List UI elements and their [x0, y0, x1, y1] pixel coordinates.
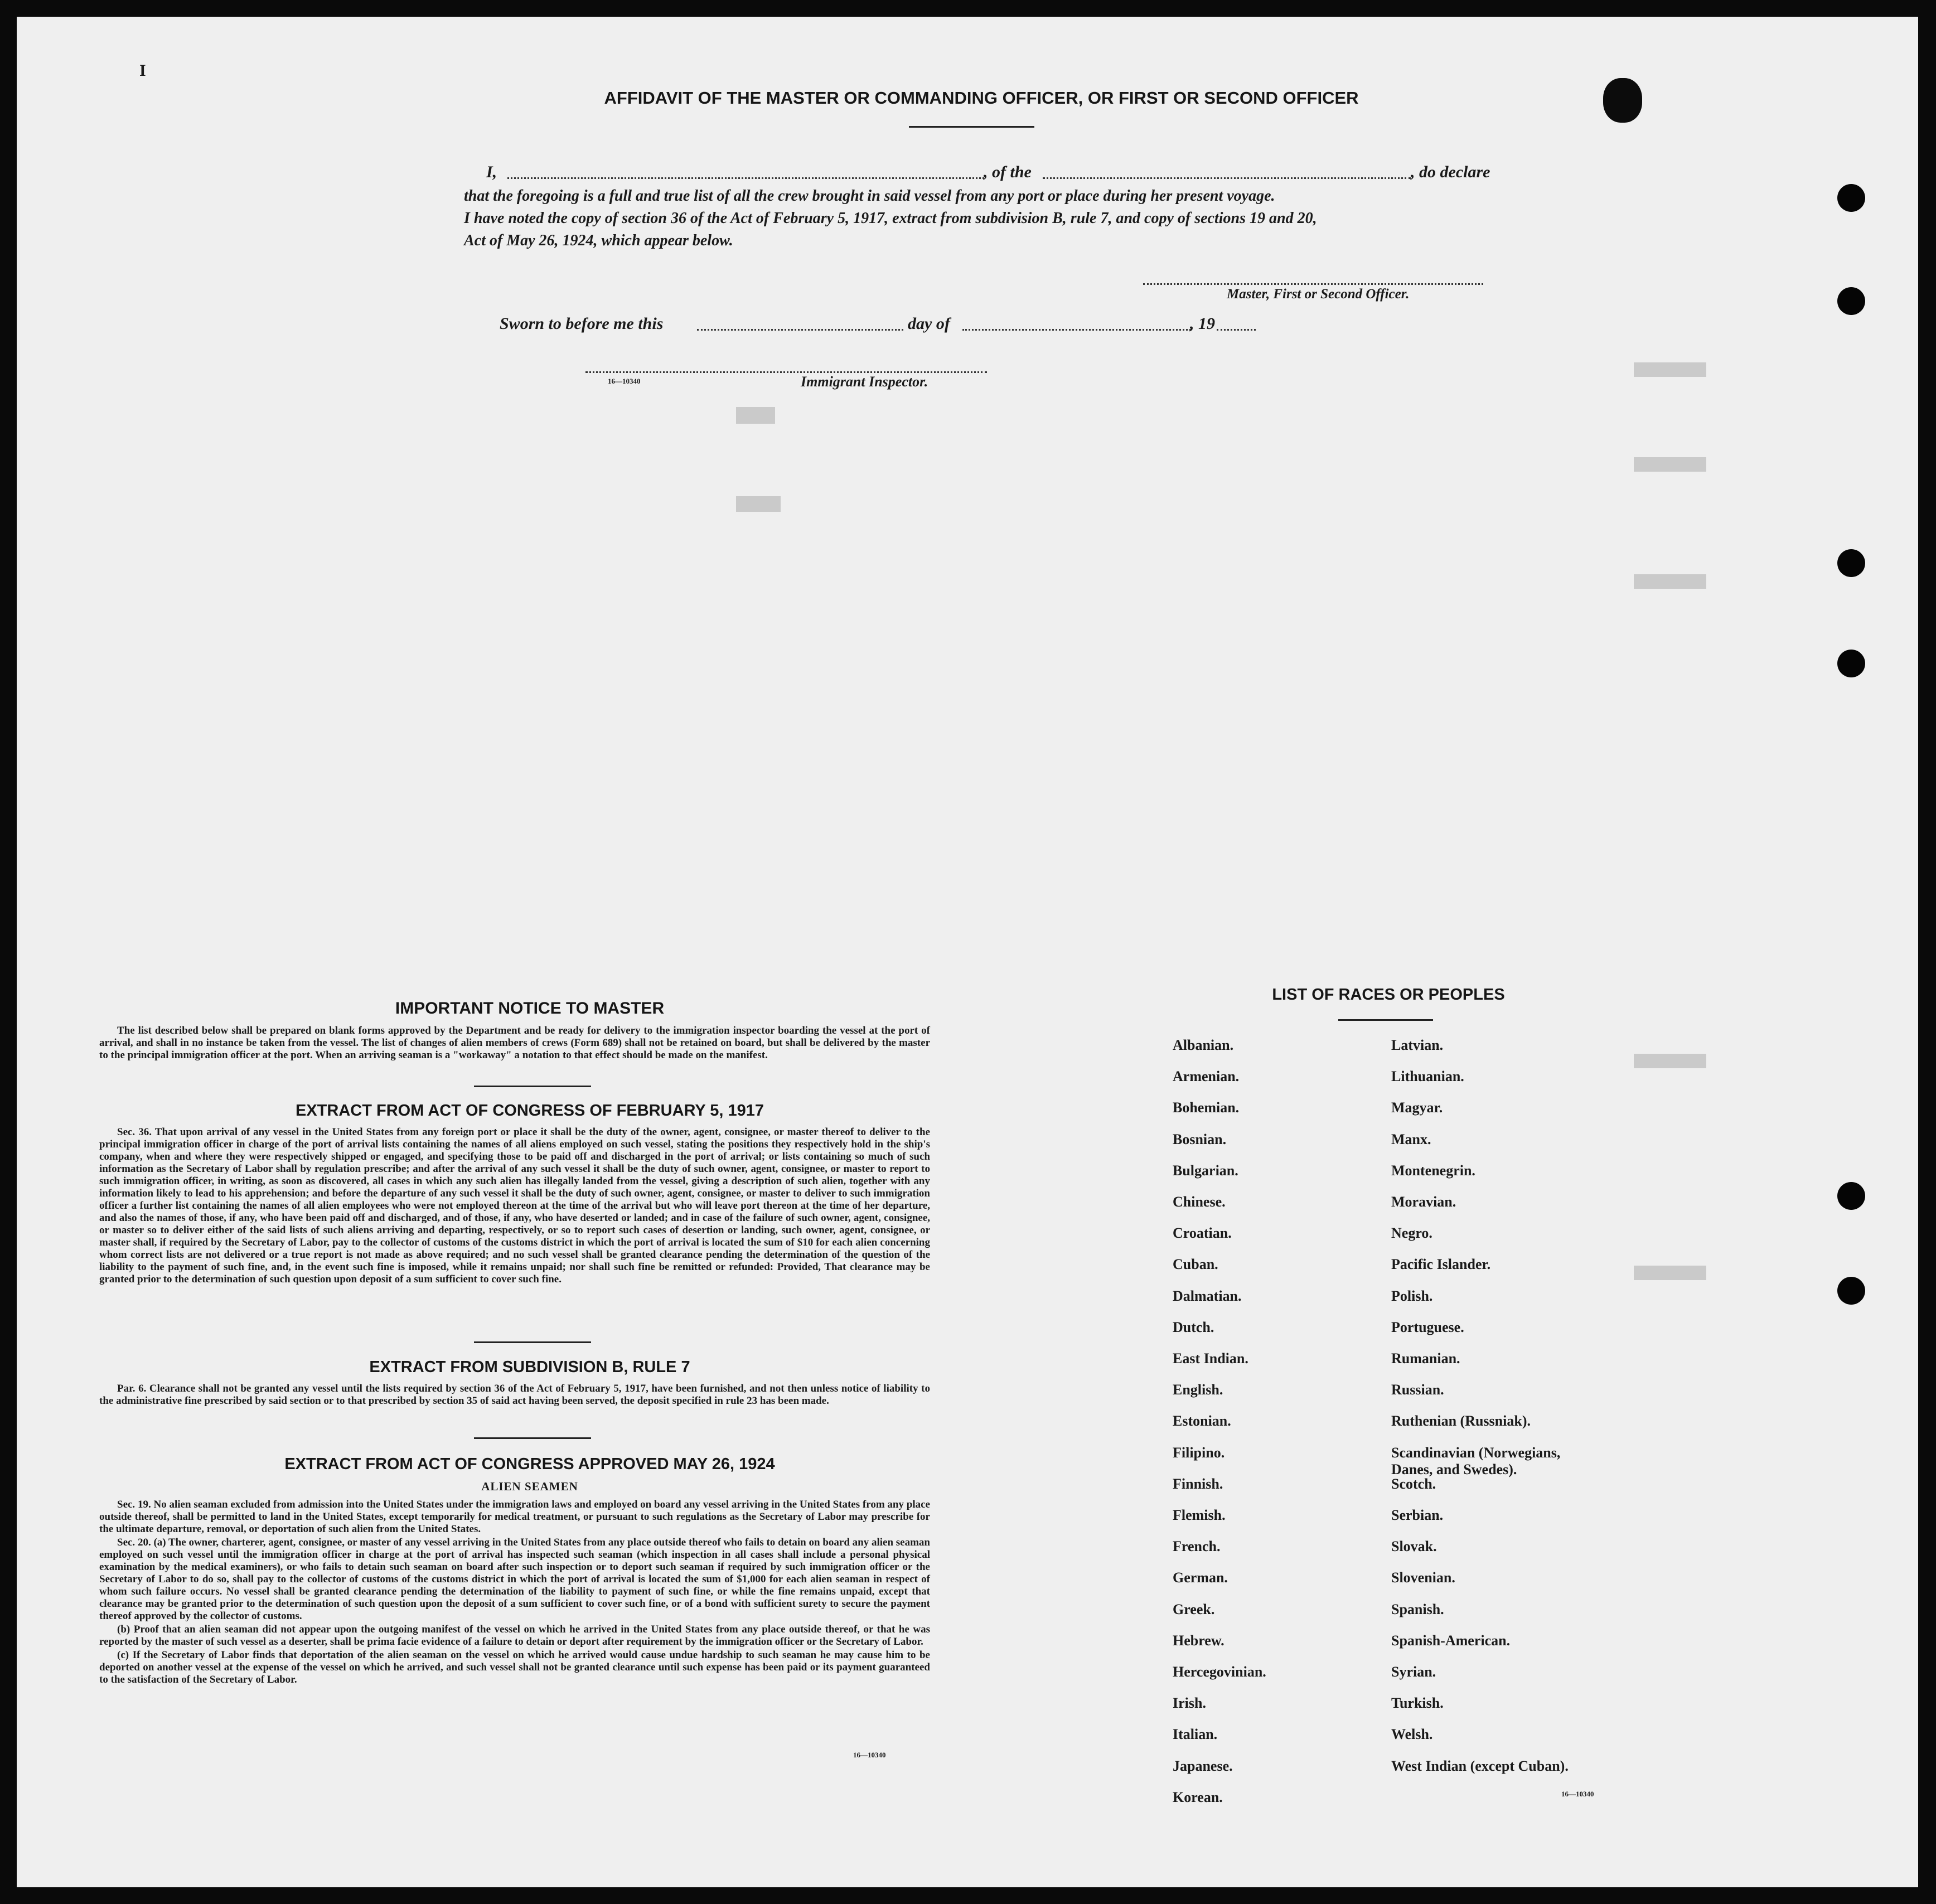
race-item: Negro.	[1391, 1225, 1432, 1241]
inspector-signature-line[interactable]	[585, 371, 987, 373]
race-item: Ruthenian (Russniak).	[1391, 1413, 1531, 1429]
extract-form-number: 16—10340	[853, 1751, 886, 1759]
race-item: Bosnian.	[1173, 1131, 1227, 1147]
race-item: East Indian.	[1173, 1350, 1248, 1367]
race-item: Portuguese.	[1391, 1319, 1464, 1335]
race-item: Finnish.	[1173, 1476, 1223, 1492]
race-item: Estonian.	[1173, 1413, 1231, 1429]
vessel-field[interactable]	[1043, 177, 1411, 179]
race-item: Korean.	[1173, 1789, 1223, 1805]
paper-sheet	[17, 17, 1918, 1887]
races-form-number: 16—10340	[1561, 1790, 1594, 1798]
affidavit-do-declare: , do declare	[1411, 163, 1490, 181]
sec-19-text: Sec. 19. No alien seaman excluded from admission into the United States under the immigration laws and employed on board any vessel arriving in the United States from any place outside thereof, shall be permitted to land in the United States, except temporarily for medical treatment, or pursuant to such regulations as the Secretary of Labor may prescribe for the ultimate departure, removal, or deportation of such alien from the United States.	[99, 1499, 930, 1535]
race-item: Scotch.	[1391, 1476, 1436, 1492]
signature-line[interactable]	[1143, 283, 1483, 285]
notice-text: The list described below shall be prepared on blank forms approved by the Department and be ready for delivery to the immigration inspector boarding the vessel at the port of arrival, and shall in no instance be taken from the vessel. The list of changes of alien members of crews (Form 689) shall not be retained on board, but shall be delivered by the master to the principal immigration officer at the port. When an arriving seaman is a "workaway" a notation to that effect should be made on the manifest.	[99, 1025, 930, 1061]
section-divider	[474, 1437, 591, 1439]
affidavit-line-4: Act of May 26, 1924, which appear below.	[464, 232, 733, 249]
punch-hole	[1837, 1182, 1865, 1210]
bleed-through-mark	[1634, 574, 1706, 589]
bleed-through-mark	[736, 407, 775, 424]
race-item: Syrian.	[1391, 1664, 1436, 1680]
affidavit-of-the: , of the	[984, 163, 1032, 181]
race-item: Italian.	[1173, 1726, 1218, 1742]
extract-rule7-title: EXTRACT FROM SUBDIVISION B, RULE 7	[369, 1358, 690, 1376]
race-item: Armenian.	[1173, 1068, 1240, 1084]
race-item: Montenegrin.	[1391, 1162, 1475, 1179]
race-item: Japanese.	[1173, 1758, 1233, 1774]
race-item: Hercegovinian.	[1173, 1664, 1266, 1680]
race-item: Rumanian.	[1391, 1350, 1460, 1367]
punch-hole	[1837, 287, 1865, 315]
sworn-day-of: day of	[908, 314, 950, 333]
races-divider	[1338, 1019, 1433, 1021]
race-item: Spanish-American.	[1391, 1632, 1511, 1649]
notice-body	[99, 1025, 930, 1063]
signature-label: Master, First or Second Officer.	[1227, 287, 1410, 302]
race-item: Bohemian.	[1173, 1099, 1240, 1116]
race-item: Moravian.	[1391, 1194, 1456, 1210]
sec-20a-text: Sec. 20. (a) The owner, charterer, agent, consignee, or master of any vessel arriving in the United States from any place outside thereof who fails to detain on board any alien seaman employed on such vessel until the immigration officer in charge at the port of arrival has inspected such seaman (which inspection in all cases shall include a personal physical examination by the medical examiners), or who fails to detain such seaman on board after such inspection or to deport such seaman if required by such immigration officer or the Secretary of Labor to do so, shall pay to the collector of customs of the customs district in which the port of arrival is located the sum of $1,000 for each alien seaman in respect of whom such failure occurs. No vessel shall be granted clearance pending the determination of the liability to payment of such fine, or while the fine remains unpaid, except that clearance may be granted prior to the determination of such question upon the deposit of a sum sufficient to cover such fine, or of a bond with sufficient surety to secure the payment thereof approved by the collector of customs.	[99, 1537, 930, 1622]
race-item: Welsh.	[1391, 1726, 1433, 1742]
race-item: Albanian.	[1173, 1037, 1234, 1053]
punch-hole	[1837, 549, 1865, 577]
race-item: Polish.	[1391, 1288, 1433, 1304]
notice-title: IMPORTANT NOTICE TO MASTER	[395, 999, 665, 1018]
race-item: Slovenian.	[1391, 1569, 1455, 1586]
section-divider	[474, 1086, 591, 1087]
race-item: Filipino.	[1173, 1445, 1225, 1461]
race-item: English.	[1173, 1382, 1223, 1398]
race-item: Bulgarian.	[1173, 1162, 1238, 1179]
section-divider	[474, 1341, 591, 1343]
affidavit-i: I,	[486, 163, 497, 181]
par-6-text: Par. 6. Clearance shall not be granted any vessel until the lists required by section 36 of the Act of February 5, 1917, have been furnished, and not then unless notice of liability to the administrative fine prescribed by said section or to that prescribed by section 35 of said act having been served, the deposit specified in rule 23 has been made.	[99, 1383, 930, 1407]
affidavit-form-number: 16—10340	[608, 377, 641, 385]
race-item: Spanish.	[1391, 1601, 1444, 1617]
race-item: Cuban.	[1173, 1256, 1218, 1272]
race-item: Scandinavian (Norwegians, Danes, and Swedes).	[1391, 1445, 1561, 1477]
race-item: Irish.	[1173, 1695, 1206, 1711]
extract-1924-title: EXTRACT FROM ACT OF CONGRESS APPROVED MAY 26, 1924	[284, 1455, 775, 1473]
race-item: Dutch.	[1173, 1319, 1214, 1335]
race-item: West Indian (except Cuban).	[1391, 1758, 1569, 1774]
affidavit-line-2: that the foregoing is a full and true list of all the crew brought in said vessel from any port or place during her present voyage.	[464, 187, 1275, 205]
race-item: Manx.	[1391, 1131, 1431, 1147]
sworn-year-field[interactable]	[1217, 329, 1256, 331]
race-item: Magyar.	[1391, 1099, 1443, 1116]
race-item: Croatian.	[1173, 1225, 1232, 1241]
affidavit-title: AFFIDAVIT OF THE MASTER OR COMMANDING OFFICER, OR FIRST OR SECOND OFFICER	[604, 88, 1359, 108]
sworn-day-field[interactable]	[697, 329, 903, 331]
race-item: Chinese.	[1173, 1194, 1226, 1210]
race-item: Greek.	[1173, 1601, 1215, 1617]
race-item: Pacific Islander.	[1391, 1256, 1491, 1272]
sworn-month-field[interactable]	[962, 329, 1191, 331]
sworn-prefix: Sworn to before me this	[500, 314, 664, 333]
extract-1924-subtitle: ALIEN SEAMEN	[481, 1480, 578, 1493]
affidavit-line-3: I have noted the copy of section 36 of the Act of February 5, 1917, extract from subdivision B, rule 7, and copy of sections 19 and 20,	[464, 210, 1317, 227]
extract-1917-body	[99, 1126, 930, 1287]
extract-1924-body	[99, 1499, 930, 1687]
punch-hole	[1837, 1277, 1865, 1305]
race-item: Lithuanian.	[1391, 1068, 1464, 1084]
bleed-through-mark	[1634, 1266, 1706, 1280]
bleed-through-mark	[736, 496, 781, 512]
sec-36-text: Sec. 36. That upon arrival of any vessel in the United States from any foreign port or place it shall be the duty of the owner, agent, consignee, or master thereof to deliver to the principal immigration officer in charge of the port of arrival lists containing the names of all aliens employed on such vessel, stating the positions they respectively hold in the ship's company, when and where they were respectively shipped or engaged, and specifying those to be paid off and discharged in the port of arrival; or lists containing so much of such information as the Secretary of Labor shall by regulation prescribe; and after the arrival of any such vessel it shall be the duty of such owner, agent, consignee, or master to report to such immigration officer, in writing, as soon as discovered, all cases in which any such alien has illegally landed from the vessel, giving a description of such alien, together with any information likely to lead to his apprehension; and before the departure of any such vessel it shall be the duty of such owner, agent, consignee, or master to deliver to such immigration officer a further list containing the names of all alien employees who were not employed thereon at the time of the arrival but who will leave port thereon at the time of her departure, and also the names of those, if any, who have been paid off and discharged, and of those, if any, who have deserted or landed; and in case of the failure of such owner, agent, consignee, or master so to deliver either of the said lists of such aliens arriving and departing, respectively, or so to report such cases of desertion or landing, such owner, agent, consignee, or master shall, if required by the Secretary of Labor, pay to the collector of customs of the customs district in which the port of arrival is located the sum of $10 for each alien concerning whom correct lists are not delivered or a true report is not made as above required; and no such vessel shall be granted clearance pending the determination of the question of the liability to the payment of such fine, and, in the event such fine is imposed, while it remains unpaid; nor shall such fine be remitted or refunded: Provided, That clearance may be granted prior to the determination of such question upon deposit of a sum sufficient to cover such fine.	[99, 1126, 930, 1285]
race-item: Latvian.	[1391, 1037, 1444, 1053]
inspector-label: Immigrant Inspector.	[801, 374, 928, 390]
race-item: Slovak.	[1391, 1538, 1437, 1554]
corner-mark: I	[139, 61, 146, 80]
sec-20c-text: (c) If the Secretary of Labor finds that deportation of the alien seaman on the vessel on which he arrived would cause undue hardship to such seaman he may cause him to be deported on another vessel at the expense of the vessel on which he arrived, and such vessel shall not be granted clearance until such expense has been paid or its payment guaranteed to the satisfaction of the Secretary of Labor.	[99, 1649, 930, 1685]
sec-20b-text: (b) Proof that an alien seaman did not appear upon the outgoing manifest of the vessel on which he arrived in the United States from any place outside thereof, or that he was reported by the master of such vessel as a deserter, shall be prima facie evidence of a failure to detain or deport after requirement by the immigration officer or the Secretary of Labor.	[99, 1624, 930, 1648]
ink-blot	[1603, 78, 1642, 123]
bleed-through-mark	[1634, 362, 1706, 377]
sworn-year: , 19	[1190, 314, 1215, 333]
race-item: Turkish.	[1391, 1695, 1444, 1711]
race-item: Russian.	[1391, 1382, 1444, 1398]
extract-rule7-body	[99, 1383, 930, 1408]
race-item: Hebrew.	[1173, 1632, 1224, 1649]
punch-hole	[1837, 650, 1865, 677]
bleed-through-mark	[1634, 1054, 1706, 1068]
race-item: Dalmatian.	[1173, 1288, 1242, 1304]
extract-1917-title: EXTRACT FROM ACT OF CONGRESS OF FEBRUARY 5, 1917	[295, 1102, 764, 1120]
race-item: German.	[1173, 1569, 1228, 1586]
race-item: French.	[1173, 1538, 1221, 1554]
races-title: LIST OF RACES OR PEOPLES	[1272, 986, 1505, 1004]
race-item: Flemish.	[1173, 1507, 1226, 1523]
title-divider	[909, 126, 1034, 128]
bleed-through-mark	[1634, 457, 1706, 472]
punch-hole	[1837, 184, 1865, 212]
race-item: Serbian.	[1391, 1507, 1444, 1523]
name-field[interactable]	[507, 177, 984, 179]
